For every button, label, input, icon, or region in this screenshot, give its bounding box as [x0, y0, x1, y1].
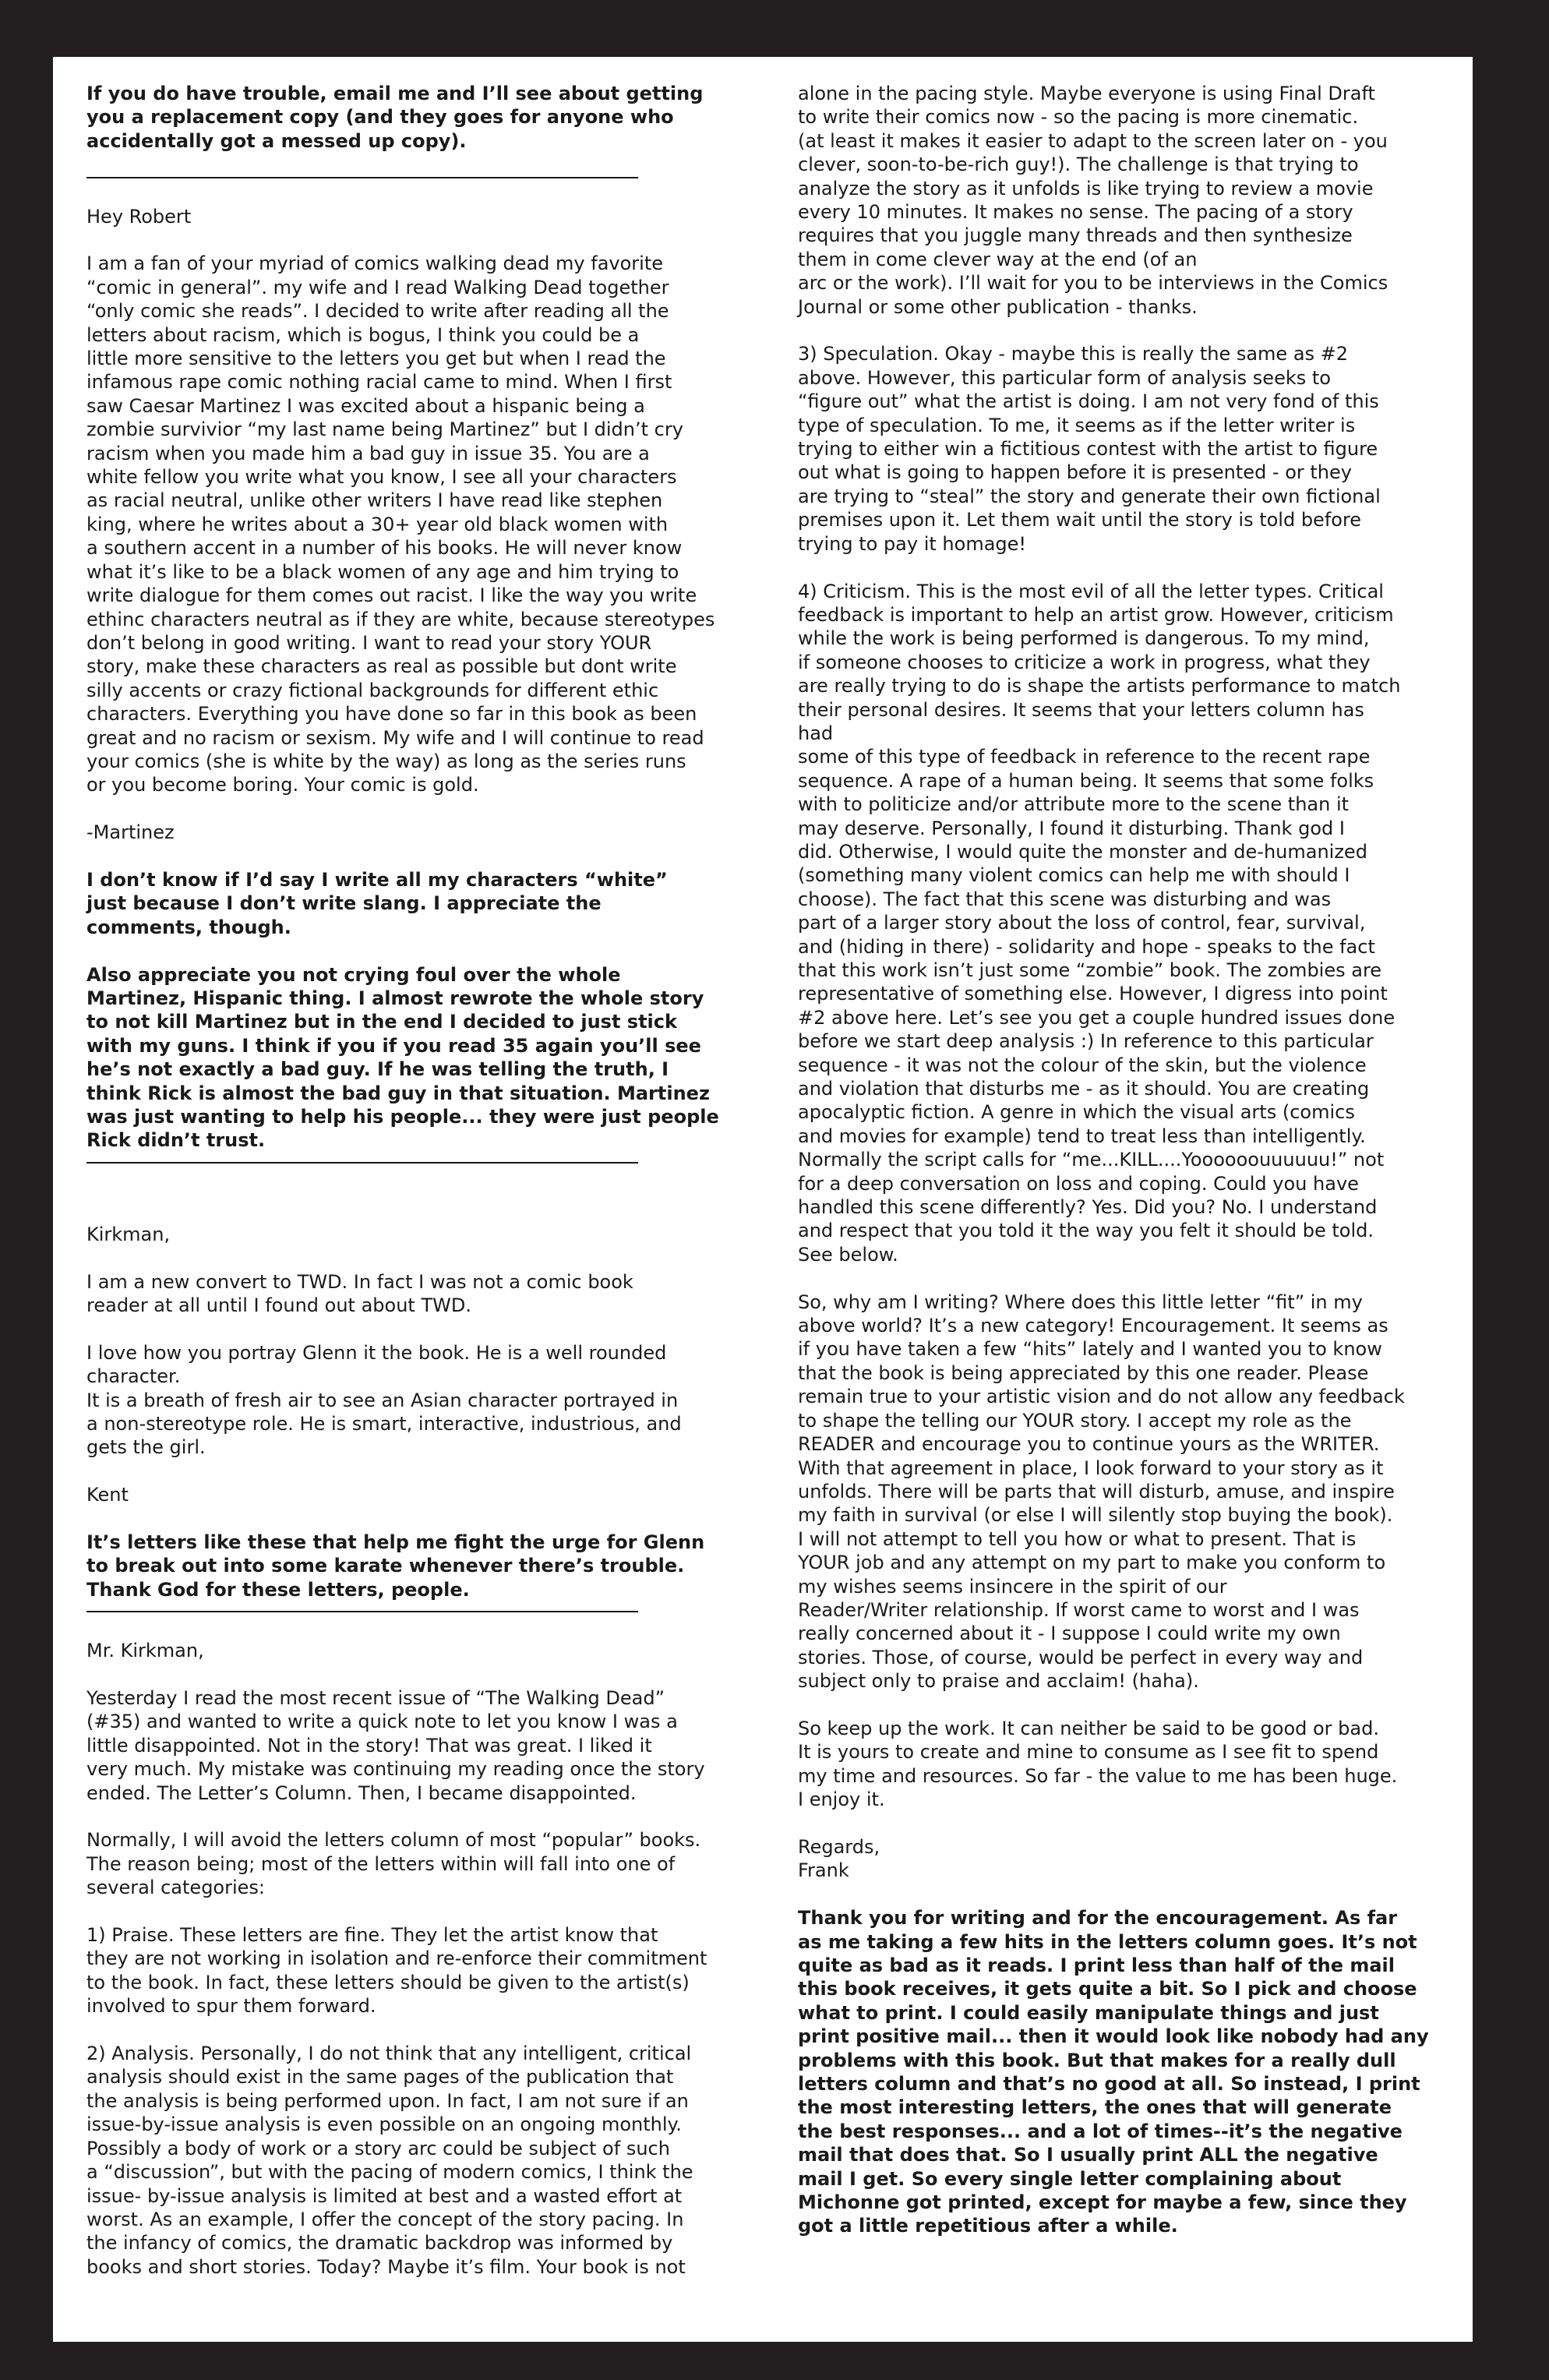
- left-column: [86, 82, 763, 2303]
- letter-signature: -Martinez: [86, 821, 175, 844]
- letter-salutation: Hey Robert: [86, 205, 192, 228]
- letter-body: 2) Analysis. Personally, I do not think that any intelligent, critical analysis should exist in the same pages of the publication that the analysis is being performed upon. In fact, I am not sure if an issue-by-issue analysis is even possible on an ongoing monthly. Possibly a body of work or a story arc could be subject of such a “discussion”, but with the pacing of modern comics, I think the issue- by-issue analysis is limited at best and a wasted effort at worst. As an example, I offer the concept of the story pacing. In the infancy of comics, the dramatic backdrop was informed by books and short stories. Today? Maybe it’s film. Your book is not: [86, 2043, 693, 2278]
- letter-body: Normally, I will avoid the letters column of most “popular” books. The reason being; most of the letters within will fall into one of several categories:: [86, 1829, 701, 1899]
- divider-rule: [86, 1611, 638, 1612]
- editor-response: Thank you for writing and for the encouragement. As far as me taking a few hits in the letters column goes. It’s not quite as bad as it reads. I print less than half of the mail this book receives, it gets quite a bit. So I pick and choose what to print. I could easily manipulate things and just print positive mail... then it would look like nobody had any problems with this book. But that makes for a really dull letters column and that’s no good at all. So instead, I print the most interesting letters, the ones that will generate the best responses... and a lot of times--it’s the negative mail that does that. So I usually print ALL the negative mail I get. So every single letter complaining about Michonne got printed, except for maybe a few, since they got a little repetitious after a while.: [798, 1907, 1429, 2237]
- letter-body: I am a fan of your myriad of comics walking dead my favorite “comic in general”. my wife and I read Walking Dead together “only comic she reads”. I decided to write after reading all the letters about racism, which is bogus, I think you could be a little more sensitive to the letters you get but when I read the infamous rape comic nothing racial came to mind. When I first saw Caesar Martinez I was excited about a hispanic being a zombie survivior “my last name being Martinez” but I didn’t cry racism when you made him a bad guy in issue 35. You are a white fellow you write what you know, I see all your characters as racial neutral, unlike other writers I have read like stephen king, where he writes about a 30+ year old black women with a southern accent in a number of his books. He will never know what it’s like to be a black women of any age and him trying to write dialogue for them comes out racist. I like the way you write ethinc characters neutral as if they are white, because stereotypes don’t belong in good writing. I want to read your story YOUR story, make these characters as real as possible but dont write silly accents or crazy fictional backgrounds for different ethic characters. Everything you have done so far in this book as been great and no racism or sexism. My wife and I will continue to read your comics (she is white by the way) as long as the series runs or you become boring. Your comic is gold.: [86, 252, 715, 796]
- divider-rule: [86, 177, 638, 178]
- letter-body: So keep up the work. It can neither be said to be good or bad. It is yours to create and mine to consume as I see fit to spend my time and resources. So far - the value to me has been huge. I enjoy it.: [798, 1717, 1398, 1811]
- letters-page: [53, 57, 1473, 2342]
- editor-response: Also appreciate you not crying foul over the whole Martinez, Hispanic thing. I almost rewrote the whole story to not kill Martinez but in the end I decided to just stick with my guns. I think if you if you read 35 again you’ll see he’s not exactly a bad guy. If he was telling the truth, I think Rick is almost the bad guy in that situation. Martinez was just wanting to help his people... they were just people Rick didn’t trust.: [86, 963, 719, 1152]
- letter-salutation: Kirkman,: [86, 1223, 171, 1245]
- editor-response: I don’t know if I’d say I write all my characters “white” just because I don’t write slang. I appreciate the comments, though.: [86, 868, 668, 938]
- letter-signature: Regards, Frank: [798, 1835, 880, 1882]
- letter-body: I am a new convert to TWD. In fact I was not a comic book reader at all until I found out about TWD.: [86, 1270, 633, 1316]
- letter-body: 4) Criticism. This is the most evil of all the letter types. Critical feedback is important to help an artist grow. However, criticism while the work is being performed is dangerous. To my mind, if someone chooses to criticize a work in progress, what they are really trying to do is shape the artists performance to match their personal desires. It seems that your letters column has had some of this type of feedback in reference to the recent rape sequence. A rape of a human being. It seems that some folks with to politicize and/or attribute more to the scene than it may deserve. Personally, I found it disturbing. Thank god I did. Otherwise, I would quite the monster and de-humanized (something many violent comics can help me with should I choose). The fact that this scene was disturbing and was part of a larger story about the loss of control, fear, survival, and (hiding in there) - solidarity and hope - speaks to the fact that this work isn’t just some “zombie” book. The zombies are representative of something else. However, I digress into point #2 above here. Let’s see you get a couple hundred issues done before we start deep analysis :) In reference to this particular sequence - it was not the colour of the skin, but the violence and violation that disturbs me - as it should. You are creating apocalyptic fiction. A genre in which the visual arts (comics and movies for example) tend to treat less than intelligently. Normally the script calls for “me...KILL....Yoooooouuuuuu!” not for a deep conversation on loss and coping. Could you have handled this scene differently? Yes. Did you? No. I understand and respect that you told it the way you felt it should be told. See below.: [798, 580, 1401, 1266]
- editor-response: If you do have trouble, email me and I’ll see about getting you a replacement copy (and they goes for anyone who accidentally got a messed up copy).: [86, 83, 704, 152]
- letter-body: alone in the pacing style. Maybe everyone is using Final Draft to write their comics now - so the pacing is more cinematic. (at least it makes it easier to adapt to the screen later on - you clever, soon-to-be-rich guy!). The challenge is that trying to analyze the story as it unfolds is like trying to review a movie every 10 minutes. It makes no sense. The pacing of a story requires that you juggle many threads and then synthesize them in come clever way at the end (of an arc or the work). I’ll wait for you to be interviews in the Comics Journal or some other publication - thanks.: [798, 83, 1388, 318]
- letter-body: 3) Speculation. Okay - maybe this is really the same as #2 above. However, this particular form of analysis seeks to “figure out” what the artist is doing. I am not very fond of this type of speculation. To me, it seems as if the letter writer is trying to either win a fictitious contest with the artist to figure out what is going to happen before it is presented - or they are trying to “steal” the story and generate their own fictional premises upon it. Let them wait until the story is told before trying to pay it homage!: [798, 343, 1381, 555]
- letter-body: I love how you portray Glenn it the book. He is a well rounded character. It is a breath of fresh air to see an Asian character portrayed in a non-stereotype role. He is smart, interactive, industrious, and gets the girl.: [86, 1341, 682, 1459]
- right-column: [798, 82, 1466, 2262]
- editor-response: It’s letters like these that help me fight the urge for Glenn to break out into some karate whenever there’s trouble. Thank God for these letters, people.: [86, 1531, 705, 1601]
- letter-body: So, why am I writing? Where does this little letter “fit” in my above world? It’s a new category! Encouragement. It seems as if you have taken a few “hits” lately and I wanted you to know that the book is being appreciated by this one reader. Please remain true to your artistic vision and do not allow any feedback to shape the telling our YOUR story. I accept my role as the READER and encourage you to continue yours as the WRITER. With that agreement in place, I look forward to your story as it unfolds. There will be parts that will disturb, amuse, and inspire my faith in survival (or else I will silently stop buying the book). I will not attempt to tell you how or what to present. That is YOUR job and any attempt on my part to make you conform to my wishes seems insincere in the spirit of our Reader/Writer relationship. If worst came to worst and I was really concerned about it - I suppose I could write my own stories. Those, of course, would be perfect in every way and subject only to praise and acclaim! (haha).: [798, 1291, 1405, 1693]
- letter-body: Yesterday I read the most recent issue of “The Walking Dead” (#35) and wanted to write a quick note to let you know I was a little disappointed. Not in the story! That was great. I liked it very much. My mistake was continuing my reading once the story ended. The Letter’s Column. Then, I became disappointed.: [86, 1687, 705, 1804]
- divider-rule: [86, 1162, 638, 1164]
- letter-salutation: Mr. Kirkman,: [86, 1640, 204, 1662]
- letter-signature: Kent: [86, 1484, 129, 1506]
- letter-body: 1) Praise. These letters are fine. They let the artist know that they are not working in isolation and re-enforce their commitment to the book. In fact, these letters should be given to the artist(s) involved to spur them forward.: [86, 1924, 707, 2018]
